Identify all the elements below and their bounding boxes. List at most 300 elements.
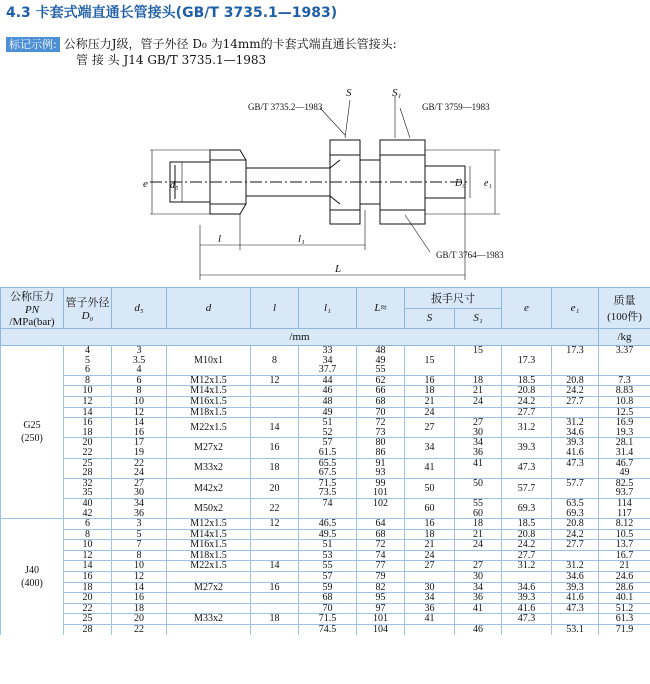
table-cell: 22	[64, 448, 112, 458]
table-cell	[455, 365, 502, 375]
table-row	[1, 519, 650, 530]
table-cell: 14	[112, 582, 167, 593]
table-cell: 18	[455, 519, 502, 530]
table-cell: 14	[251, 561, 299, 572]
table-cell: 30	[455, 428, 502, 438]
table-cell: 28	[64, 468, 112, 478]
table-cell	[251, 407, 299, 418]
dimension-table	[0, 287, 650, 635]
table-row	[1, 529, 650, 540]
table-cell	[167, 625, 251, 635]
table-cell: 46.7	[599, 458, 650, 468]
table-cell: 68	[357, 529, 405, 540]
table-cell: 41	[455, 458, 502, 468]
table-cell: 50	[405, 478, 455, 498]
table-cell: 69.3	[502, 498, 552, 518]
table-cell: 27	[405, 561, 455, 572]
table-cell: 3.37	[599, 346, 650, 356]
table-cell: 32	[64, 478, 112, 488]
table-cell: 16	[112, 593, 167, 604]
table-cell: 18	[112, 603, 167, 614]
table-cell: 80	[357, 438, 405, 448]
table-cell: 99	[357, 478, 405, 488]
table-cell	[552, 614, 599, 625]
table-cell: 36	[455, 448, 502, 458]
table-cell: 16.9	[599, 418, 650, 428]
table-cell: 16	[112, 428, 167, 438]
table-cell	[167, 593, 251, 604]
table-cell: 21	[455, 386, 502, 397]
table-cell: 51.2	[599, 603, 650, 614]
table-cell: 24	[112, 468, 167, 478]
table-cell: 34	[455, 438, 502, 448]
table-cell: 28.6	[599, 582, 650, 593]
table-cell: 77	[357, 561, 405, 572]
table-cell: M27x2	[167, 582, 251, 593]
table-cell: 39.3	[552, 438, 599, 448]
col-e: e	[502, 288, 552, 329]
table-cell: 46	[299, 386, 357, 397]
table-cell	[251, 625, 299, 635]
table-cell: 27.7	[552, 396, 599, 407]
table-cell: 19	[112, 448, 167, 458]
label-l: l	[218, 233, 222, 245]
table-cell: 22	[64, 603, 112, 614]
table-cell: 6	[64, 365, 112, 375]
table-cell: 34.6	[552, 572, 599, 583]
table-cell: 55	[357, 365, 405, 375]
std-ring-label: GB/T 3764—1983	[436, 250, 504, 260]
table-cell: 93	[357, 468, 405, 478]
table-cell	[167, 572, 251, 583]
table-cell	[167, 603, 251, 614]
col-pn: 公称压力 PN /MPa(bar)	[1, 288, 64, 329]
table-cell: 36	[455, 593, 502, 604]
table-cell: 39.3	[502, 438, 552, 458]
table-cell: 16	[405, 519, 455, 530]
col-e1: e₁	[552, 288, 599, 329]
table-cell: 51	[299, 418, 357, 428]
table-cell: 57	[299, 572, 357, 583]
table-cell: 102	[357, 498, 405, 508]
table-cell: 97	[357, 603, 405, 614]
table-cell: 20.8	[502, 529, 552, 540]
table-cell: 8	[64, 529, 112, 540]
table-cell: 24	[455, 396, 502, 407]
unit-mm: /mm	[1, 329, 599, 346]
table-cell: 28.1	[599, 438, 650, 448]
table-cell: 20	[64, 438, 112, 448]
table-cell: 41.6	[552, 593, 599, 604]
table-cell: 61.3	[599, 614, 650, 625]
table-cell: 53	[299, 550, 357, 561]
col-l1: l₁	[299, 288, 357, 329]
table-cell: 27	[112, 478, 167, 488]
col-wrench: 扳手尺寸	[405, 288, 502, 309]
table-cell: 36	[405, 603, 455, 614]
table-cell: 64	[357, 519, 405, 530]
table-cell: 24	[405, 407, 455, 418]
table-cell: 10	[64, 540, 112, 551]
table-cell: 59	[299, 582, 357, 593]
table-cell: J40 (400)	[1, 519, 64, 635]
unit-kg: /kg	[599, 329, 650, 346]
table-cell: 24.2	[502, 396, 552, 407]
table-cell: 31.2	[552, 561, 599, 572]
table-cell: 8	[251, 346, 299, 376]
table-cell: 57.7	[552, 478, 599, 488]
table-cell: 8.12	[599, 519, 650, 530]
table-cell: 21	[599, 561, 650, 572]
table-cell: 48	[357, 346, 405, 356]
table-cell: 21	[405, 540, 455, 551]
col-L: L≈	[357, 288, 405, 329]
table-cell: 41	[405, 614, 455, 625]
table-cell	[251, 540, 299, 551]
table-cell: 34	[299, 356, 357, 366]
table-cell: 34	[112, 498, 167, 508]
table-cell: 57	[299, 438, 357, 448]
table-cell: 5	[112, 529, 167, 540]
table-cell: 91	[357, 458, 405, 468]
table-cell: 17.3	[502, 346, 552, 376]
table-cell: 16	[251, 582, 299, 593]
table-cell: 16	[405, 375, 455, 386]
table-row	[1, 603, 650, 614]
table-cell: 3	[112, 519, 167, 530]
table-cell: 10	[64, 386, 112, 397]
table-cell: 55	[299, 561, 357, 572]
col-l: l	[251, 288, 299, 329]
table-cell: 71.9	[599, 625, 650, 635]
table-cell	[251, 386, 299, 397]
table-cell: 41.6	[552, 448, 599, 458]
table-cell: 27	[455, 561, 502, 572]
table-cell	[455, 407, 502, 418]
table-row	[1, 540, 650, 551]
table-row	[1, 448, 650, 458]
table-cell: 49	[599, 468, 650, 478]
table-cell: 4	[64, 346, 112, 356]
table-cell: M33x2	[167, 614, 251, 625]
label-d5: d₅	[170, 180, 179, 191]
table-cell: 10.5	[599, 529, 650, 540]
table-cell: 104	[357, 625, 405, 635]
table-cell: 14	[112, 418, 167, 428]
table-cell: 27	[405, 418, 455, 438]
table-cell: 24.2	[552, 386, 599, 397]
table-cell: 39.3	[502, 593, 552, 604]
table-row	[1, 396, 650, 407]
table-cell: 22	[112, 625, 167, 635]
table-row	[1, 509, 650, 519]
table-cell: 30	[455, 572, 502, 583]
table-cell	[599, 365, 650, 375]
table-row	[1, 356, 650, 366]
table-cell: 20.8	[552, 519, 599, 530]
table-cell: 20	[112, 614, 167, 625]
table-cell: 37.7	[299, 365, 357, 375]
table-cell	[455, 468, 502, 478]
table-cell: M18x1.5	[167, 550, 251, 561]
table-cell: 117	[599, 509, 650, 519]
table-cell: 27.7	[502, 407, 552, 418]
table-cell: 13.7	[599, 540, 650, 551]
table-cell: 73	[357, 428, 405, 438]
table-cell: 49	[299, 407, 357, 418]
table-cell: 48	[299, 396, 357, 407]
table-cell: 33	[299, 346, 357, 356]
table-cell: 14	[64, 561, 112, 572]
table-cell: 62	[357, 375, 405, 386]
table-cell: 68	[357, 396, 405, 407]
table-cell: 12	[64, 396, 112, 407]
table-cell: 18	[64, 582, 112, 593]
table-row	[1, 346, 650, 356]
table-cell	[251, 572, 299, 583]
table-cell: 7	[112, 540, 167, 551]
table-cell: 8	[112, 550, 167, 561]
table-cell	[251, 593, 299, 604]
table-cell	[455, 356, 502, 366]
table-cell: 47.3	[552, 458, 599, 468]
col-s: S	[405, 308, 455, 329]
table-body	[1, 346, 650, 635]
table-cell: 50	[455, 478, 502, 488]
table-cell: 73.5	[299, 488, 357, 498]
table-cell: 16	[64, 418, 112, 428]
table-cell: 25	[64, 458, 112, 468]
table-row	[1, 498, 650, 508]
table-row	[1, 386, 650, 397]
col-d: d	[167, 288, 251, 329]
table-cell: 31.2	[502, 418, 552, 438]
table-cell: 67.5	[299, 468, 357, 478]
table-cell: M16x1.5	[167, 396, 251, 407]
table-cell: M50x2	[167, 498, 251, 518]
table-cell: 16	[64, 572, 112, 583]
table-row	[1, 418, 650, 428]
table-cell: 25	[64, 614, 112, 625]
table-cell: 34.6	[502, 582, 552, 593]
table-cell: 24.6	[599, 572, 650, 583]
table-row	[1, 438, 650, 448]
table-cell: 14	[251, 418, 299, 438]
label-e: e	[143, 178, 148, 190]
table-cell: 49	[357, 356, 405, 366]
table-cell: 71.5	[299, 614, 357, 625]
table-cell: M33x2	[167, 458, 251, 478]
table-cell: 44	[299, 375, 357, 386]
table-cell	[502, 625, 552, 635]
section-title: 4.3 卡套式端直通长管接头(GB/T 3735.1—1983)	[6, 5, 338, 21]
table-row	[1, 488, 650, 498]
table-cell: 63.5	[552, 498, 599, 508]
table-cell	[299, 509, 357, 519]
table-cell: 12	[64, 550, 112, 561]
table-cell: 12.5	[599, 407, 650, 418]
table-cell: 60	[455, 509, 502, 519]
table-cell: 41	[405, 458, 455, 478]
table-cell	[455, 550, 502, 561]
table-cell: 24.2	[552, 529, 599, 540]
table-cell	[251, 396, 299, 407]
table-cell	[552, 407, 599, 418]
col-d5: d₅	[112, 288, 167, 329]
table-cell	[552, 550, 599, 561]
table-cell: 52	[299, 428, 357, 438]
table-cell	[455, 488, 502, 498]
table-cell: 49.5	[299, 529, 357, 540]
table-cell: 79	[357, 572, 405, 583]
table-cell: 22	[112, 458, 167, 468]
table-row	[1, 478, 650, 488]
table-cell: 34.6	[552, 428, 599, 438]
table-cell: 40	[64, 498, 112, 508]
table-cell: 10	[112, 561, 167, 572]
table-cell: 16	[251, 438, 299, 458]
table-cell: 34	[455, 582, 502, 593]
table-cell: M12x1.5	[167, 375, 251, 386]
table-cell: 47.3	[502, 458, 552, 478]
table-cell: 86	[357, 448, 405, 458]
table-cell: 82.5	[599, 478, 650, 488]
label-l1: l₁	[298, 233, 305, 245]
table-cell: 18	[251, 458, 299, 478]
table-cell	[251, 550, 299, 561]
table-row	[1, 572, 650, 583]
table-cell	[405, 625, 455, 635]
table-cell	[599, 356, 650, 366]
fitting-drawing	[0, 0, 650, 287]
table-cell: M16x1.5	[167, 540, 251, 551]
table-cell: 18	[251, 614, 299, 625]
table-cell	[552, 488, 599, 498]
table-cell: 10	[112, 396, 167, 407]
table-cell: 7.3	[599, 375, 650, 386]
table-cell: 70	[357, 407, 405, 418]
table-cell: 20.8	[552, 375, 599, 386]
table-cell: 6	[64, 519, 112, 530]
table-cell: 65.5	[299, 458, 357, 468]
table-cell: 114	[599, 498, 650, 508]
table-row	[1, 582, 650, 593]
example-text-1: 公称压力J级，管子外径 D₀ 为14mm的卡套式端直通长管接头:	[63, 37, 397, 51]
table-cell: M22x1.5	[167, 561, 251, 572]
table-cell	[502, 572, 552, 583]
table-cell: 4	[112, 365, 167, 375]
table-cell: G25 (250)	[1, 346, 64, 519]
table-cell: 41	[455, 603, 502, 614]
table-cell: M14x1.5	[167, 386, 251, 397]
table-cell: 60	[405, 498, 455, 518]
table-cell: 24	[405, 550, 455, 561]
std-nut-label: GB/T 3735.2—1983	[248, 102, 323, 112]
label-s: S	[346, 87, 352, 99]
table-cell: 101	[357, 488, 405, 498]
table-cell: 34	[405, 438, 455, 458]
table-cell: 12	[112, 407, 167, 418]
table-cell: 68	[299, 593, 357, 604]
table-cell: 5	[64, 356, 112, 366]
table-cell: 36	[112, 509, 167, 519]
table-cell: 35	[64, 488, 112, 498]
table-row	[1, 407, 650, 418]
example-line-2: 管 接 头 J14 GB/T 3735.1—1983	[76, 53, 267, 67]
table-cell: 3.5	[112, 356, 167, 366]
table-cell: 27.7	[552, 540, 599, 551]
table-cell	[357, 509, 405, 519]
table-cell: 15	[405, 346, 455, 376]
table-cell: 28	[64, 625, 112, 635]
table-cell: 3	[112, 346, 167, 356]
table-cell: 57.7	[502, 478, 552, 498]
table-cell: 69.3	[552, 509, 599, 519]
table-cell: 47.3	[552, 603, 599, 614]
table-cell: 31.4	[599, 448, 650, 458]
table-cell: 41.6	[502, 603, 552, 614]
label-L: L	[335, 263, 342, 275]
table-cell: 18.5	[502, 519, 552, 530]
table-cell: 24	[455, 540, 502, 551]
col-s1: S₁	[455, 308, 502, 329]
table-row	[1, 468, 650, 478]
table-cell: 93.7	[599, 488, 650, 498]
table-row	[1, 458, 650, 468]
table-cell: 8	[112, 386, 167, 397]
label-e1: e₁	[484, 178, 492, 189]
table-cell: 6	[112, 375, 167, 386]
table-row	[1, 375, 650, 386]
table-cell: 74	[357, 550, 405, 561]
table-cell: 31.2	[552, 418, 599, 428]
table-cell: 21	[455, 529, 502, 540]
table-cell: 47.3	[502, 614, 552, 625]
table-cell	[552, 468, 599, 478]
table-cell: 30	[405, 582, 455, 593]
table-cell: 20	[251, 478, 299, 498]
table-cell	[405, 572, 455, 583]
table-cell: M12x1.5	[167, 519, 251, 530]
table-cell: 15	[455, 346, 502, 356]
table-cell: M42x2	[167, 478, 251, 498]
table-cell: 16.7	[599, 550, 650, 561]
table-cell: 30	[112, 488, 167, 498]
table-cell: 8	[64, 375, 112, 386]
table-cell: 19.3	[599, 428, 650, 438]
table-row	[1, 428, 650, 438]
table-cell: 66	[357, 386, 405, 397]
table-cell: 39.3	[552, 582, 599, 593]
table-cell: 95	[357, 593, 405, 604]
table-cell: 21	[405, 396, 455, 407]
table-cell	[251, 529, 299, 540]
table-cell: M18x1.5	[167, 407, 251, 418]
table-cell: 22	[251, 498, 299, 518]
table-cell: 74	[299, 498, 357, 508]
table-row	[1, 593, 650, 604]
table-cell: 55	[455, 498, 502, 508]
table-cell: 82	[357, 582, 405, 593]
table-cell: 61.5	[299, 448, 357, 458]
table-cell: M27x2	[167, 438, 251, 458]
table-cell: 18	[405, 529, 455, 540]
table-cell: M10x1	[167, 346, 251, 376]
table-cell: 18	[455, 375, 502, 386]
table-cell: M14x1.5	[167, 529, 251, 540]
table-row	[1, 550, 650, 561]
table-cell: 17	[112, 438, 167, 448]
